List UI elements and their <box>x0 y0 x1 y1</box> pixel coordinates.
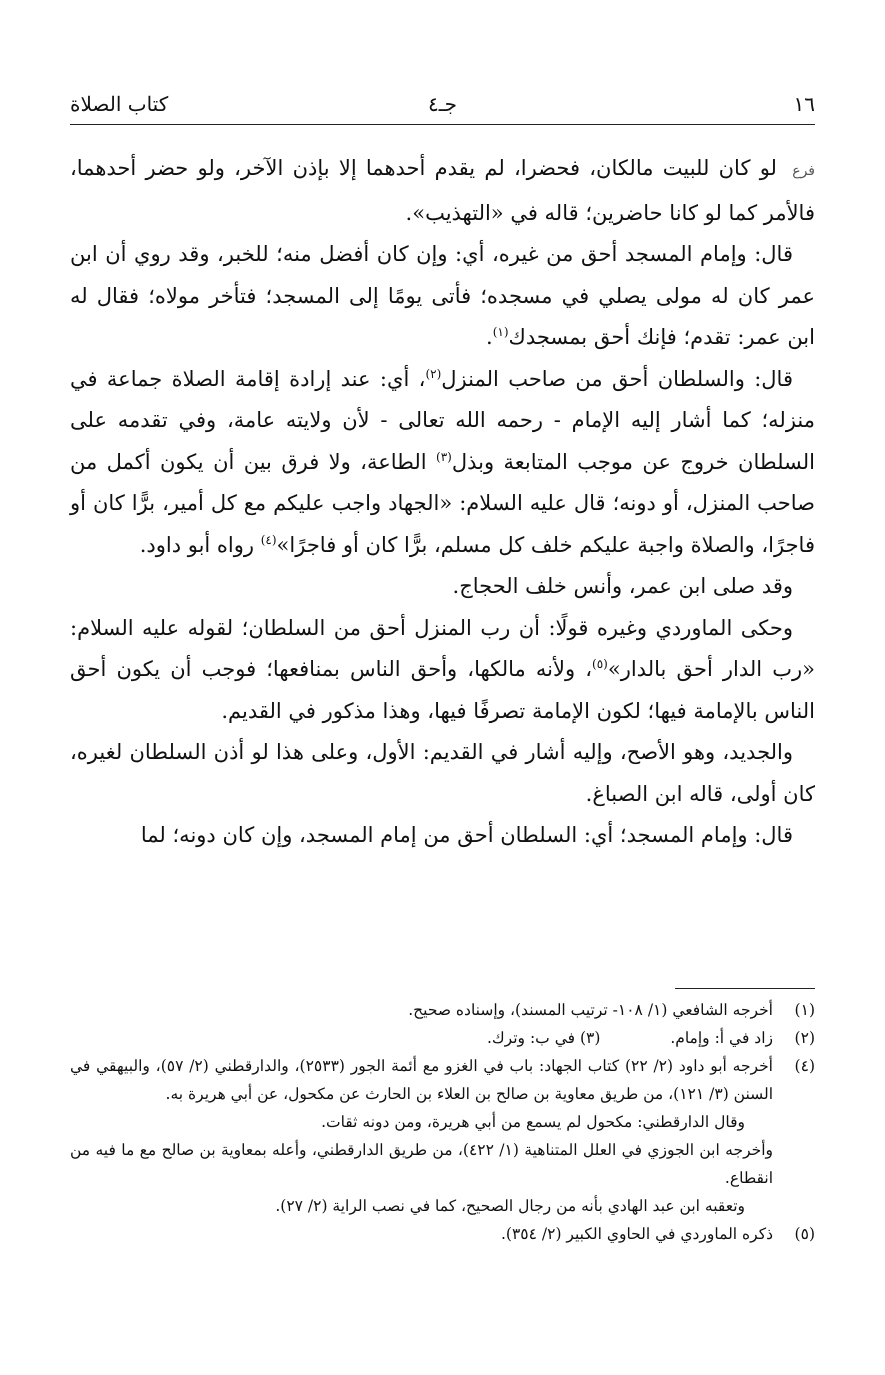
paragraph-3-text-a: قال: والسلطان أحق من صاحب المنزل <box>441 366 793 391</box>
footnote-text: أخرجه الشافعي (١/ ١٠٨- ترتيب المسند)، وإسناده صحيح. <box>408 1001 773 1019</box>
footnote-number: (٥) <box>794 1225 815 1243</box>
main-text <box>70 148 815 857</box>
paragraph-5-text-a: وحكى الماوردي وغيره قولًا: أن رب المنزل أحق من السلطان؛ لقوله عليه السلام: «رب الدار أحق بالدار» <box>70 615 815 681</box>
footnote-text: وقال الدارقطني: مكحول لم يسمع من أبي هريرة، ومن دونه ثقات. <box>321 1113 745 1131</box>
footnote-2-3 <box>70 1024 815 1052</box>
paragraph-7: قال: وإمام المسجد؛ أي: السلطان أحق من إمام المسجد، وإن كان دونه؛ لما <box>140 823 793 847</box>
footnote-number: (٣) <box>579 1029 601 1047</box>
running-header <box>70 88 815 120</box>
footnote-number: (١) <box>794 1001 815 1019</box>
footnote-ref[interactable]: (٤) <box>260 532 277 547</box>
footnote-text: في ب: وترك. <box>486 1029 576 1047</box>
footnote-4 <box>70 1052 815 1220</box>
paragraph-5-text-b: ، ولأنه مالكها، وأحق الناس بمنافعها؛ فوجب أن يكون أحق الناس بالإمامة فيها؛ لكون الإمامة تصرفًا فيها، وهذا مذكور في القديم. <box>70 657 815 723</box>
footnote-text: أخرجه أبو داود (٢/ ٢٢) كتاب الجهاد: باب في الغزو مع أئمة الجور (٢٥٣٣)، والدارقطني (٢/ ٥٧)، والبيهقي في السنن (٣/ ١٢١)، من طريق معاوية بن صالح بن العلاء بن الحارث عن مكحول، عن أبي هريرة به. <box>70 1057 773 1103</box>
paragraph-1 <box>70 148 815 234</box>
footnote-text: زاد في أ: وإمام. <box>670 1029 773 1047</box>
footnote-rule <box>675 988 815 989</box>
footnote-1 <box>70 996 815 1024</box>
footnote-number: (٤) <box>794 1057 815 1075</box>
footnote-ref[interactable]: (٥) <box>592 657 608 671</box>
footnote-ref[interactable]: (٢) <box>425 366 442 381</box>
paragraph-6: والجديد، وهو الأصح، وإليه أشار في القديم: الأول، وعلى هذا لو أذن السلطان لغيره، كان أولى، قاله ابن الصباغ. <box>70 740 815 806</box>
page-number: ١٦ <box>793 92 815 116</box>
paragraph-5 <box>70 608 815 733</box>
footnote-text: ذكره الماوردي في الحاوي الكبير (٢/ ٣٥٤). <box>500 1225 773 1243</box>
paragraph-3-text-c: الطاعة، ولا فرق بين أن يكون أكمل من صاحب المنزل، أو دونه؛ قال عليه السلام: «الجهاد واجب عليكم مع كل أمير، برًّا كان أو فاجرًا، والصلاة واجبة عليكم خلف كل مسلم، برًّا كان أو فاجرًا» <box>70 449 815 557</box>
paragraph-3-text-d: رواه أبو داود. <box>139 532 261 557</box>
paragraph-4: وقد صلى ابن عمر، وأنس خلف الحجاج. <box>452 574 793 598</box>
margin-note: فرع <box>792 163 815 179</box>
header-rule <box>70 124 815 125</box>
paragraph-3-text-b: ، أي: عند إرادة إقامة الصلاة جماعة في منزله؛ كما أشار إليه الإمام - رحمه الله تعالى - لأن ولايته عامة، وفي تقدمه على السلطان خروج عن موجب المتابعة وبذل <box>70 366 815 474</box>
paragraph-1-text: لو كان للبيت مالكان، فحضرا، لم يقدم أحدهما إلا بإذن الآخر، ولو حضر أحدهما، فالأمر كما لو كانا حاضرين؛ قاله في «التهذيب». <box>70 156 815 225</box>
paragraph-3 <box>70 359 815 567</box>
paragraph-2 <box>70 234 815 359</box>
footnotes <box>70 996 815 1248</box>
volume-label: جـ٤ <box>428 92 457 116</box>
footnote-ref[interactable]: (١) <box>492 325 509 339</box>
footnote-ref[interactable]: (٣) <box>436 449 452 464</box>
footnote-text: وأخرجه ابن الجوزي في العلل المتناهية (١/ ٤٢٢)، من طريق الدارقطني، وأعله بمعاوية بن صالح مع ما فيه من انقطاع. <box>70 1141 773 1187</box>
footnote-number: (٢) <box>794 1029 815 1047</box>
footnote-text: وتعقبه ابن عبد الهادي بأنه من رجال الصحيح، كما في نصب الراية (٢/ ٢٧). <box>275 1197 745 1215</box>
paragraph-2-end: . <box>486 325 493 349</box>
book-title: كتاب الصلاة <box>70 92 169 116</box>
footnote-5 <box>70 1220 815 1248</box>
paragraph-2-text: قال: وإمام المسجد أحق من غيره، أي: وإن كان أفضل منه؛ للخبر، وقد روي أن ابن عمر كان له مولى يصلي في مسجده؛ فأتى يومًا إلى المسجد؛ فتأخر مولاه؛ فقال له ابن عمر: تقدم؛ فإنك أحق بمسجدك <box>70 242 815 349</box>
